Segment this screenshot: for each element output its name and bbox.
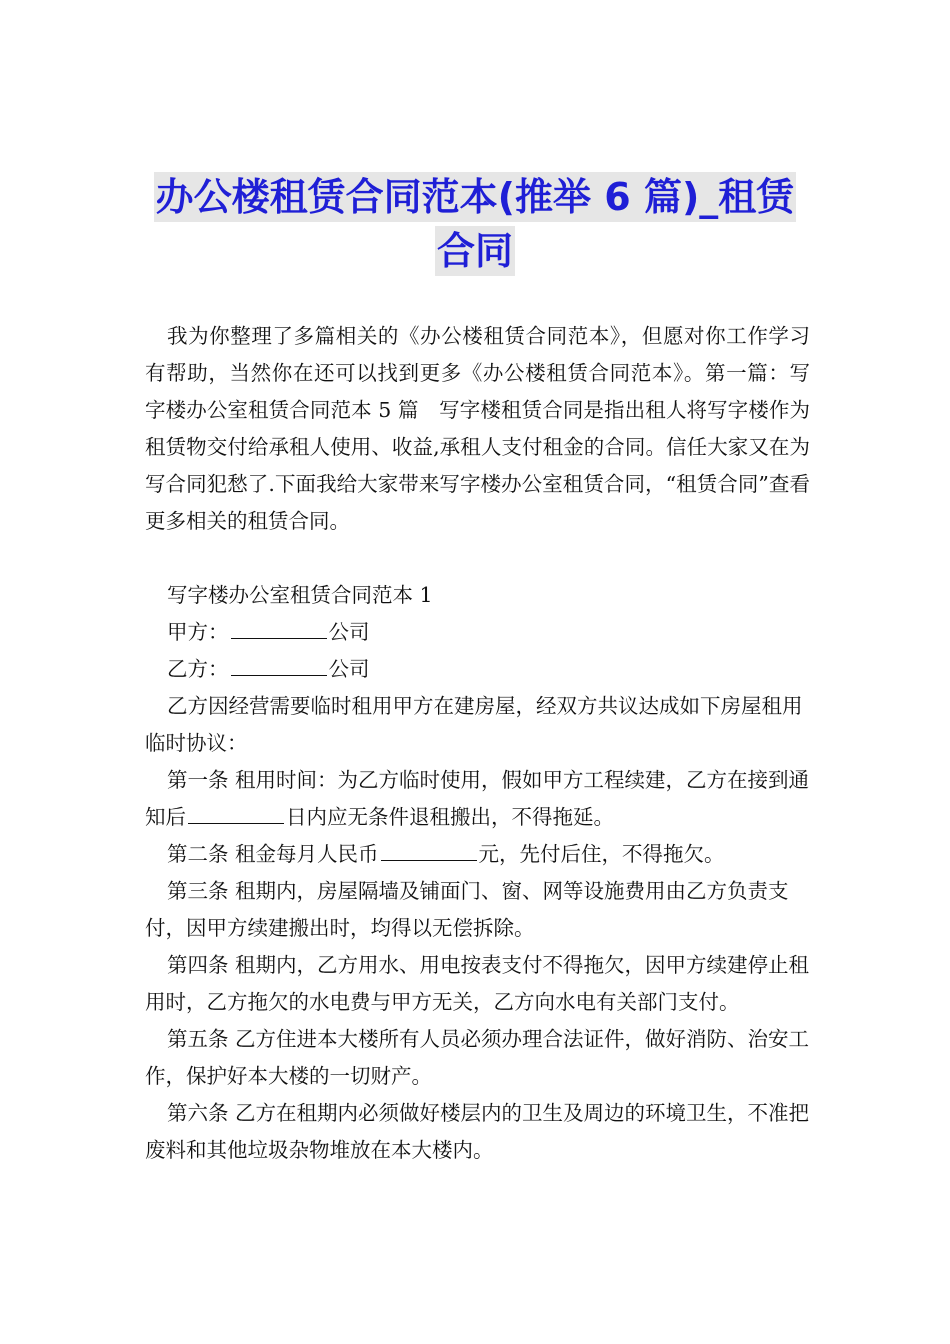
paragraph-gap — [145, 540, 810, 577]
article-2 — [145, 836, 810, 873]
party-b-suffix: 公司 — [328, 657, 370, 681]
article-1-text-end: 日内应无条件退租搬出，不得拖延。 — [286, 805, 614, 829]
document-title — [100, 172, 850, 276]
party-b-label: 乙方： — [167, 657, 229, 681]
article-1-text: 第一条 租用时间：为乙方临时使用，假如甲方工程续建，乙方在接到通知后 — [145, 768, 810, 829]
article-1 — [145, 762, 810, 836]
party-a-line — [145, 614, 810, 651]
article-3: 第三条 租期内，房屋隔墙及铺面门、窗、网等设施费用由乙方负责支付，因甲方续建搬出时，均得以无偿拆除。 — [145, 879, 789, 940]
document-body — [145, 318, 810, 1169]
party-a-blank — [231, 616, 327, 639]
article-1-blank — [188, 801, 284, 824]
article-4: 第四条 租期内，乙方用水、用电按表支付不得拖欠，因甲方续建停止租用时，乙方拖欠的水电费与甲方无关，乙方向水电有关部门支付。 — [145, 953, 810, 1014]
party-b-line — [145, 651, 810, 688]
article-2-blank — [381, 838, 477, 861]
article-5: 第五条 乙方住进本大楼所有人员必须办理合法证件，做好消防、治安工作，保护好本大楼的一切财产。 — [145, 1027, 810, 1088]
party-b-blank — [231, 653, 327, 676]
lead-paragraph: 乙方因经营需要临时租用甲方在建房屋，经双方共议达成如下房屋租用临时协议： — [145, 694, 803, 755]
article-6: 第六条 乙方在租期内必须做好楼层内的卫生及周边的环境卫生，不准把废料和其他垃圾杂物堆放在本大楼内。 — [145, 1101, 810, 1162]
party-a-label: 甲方： — [167, 620, 229, 644]
section-title: 写字楼办公室租赁合同范本 1 — [167, 583, 433, 607]
article-2-text: 第二条 租金每月人民币 — [167, 842, 379, 866]
intro-paragraph: 我为你整理了多篇相关的《办公楼租赁合同范本》，但愿对你工作学习有帮助，当然你在还可以找到更多《办公楼租赁合同范本》。第一篇：写字楼办公室租赁合同范本 5 篇 写字楼租赁合同是指出租人将写字楼作为租赁物交付给承租人使用、收益,承租人支付租金的合同。信任大家又在为写合同犯愁了.下面我给大家带来写字楼办公室租赁合同，“租赁合同”查看更多相关的租赁合同。 — [145, 324, 810, 533]
title-line-2: 合同 — [435, 226, 515, 276]
party-a-suffix: 公司 — [328, 620, 370, 644]
article-2-text-end: 元，先付后住，不得拖欠。 — [478, 842, 725, 866]
title-line-1: 办公楼租赁合同范本(推举 6 篇)_租赁 — [154, 172, 797, 222]
